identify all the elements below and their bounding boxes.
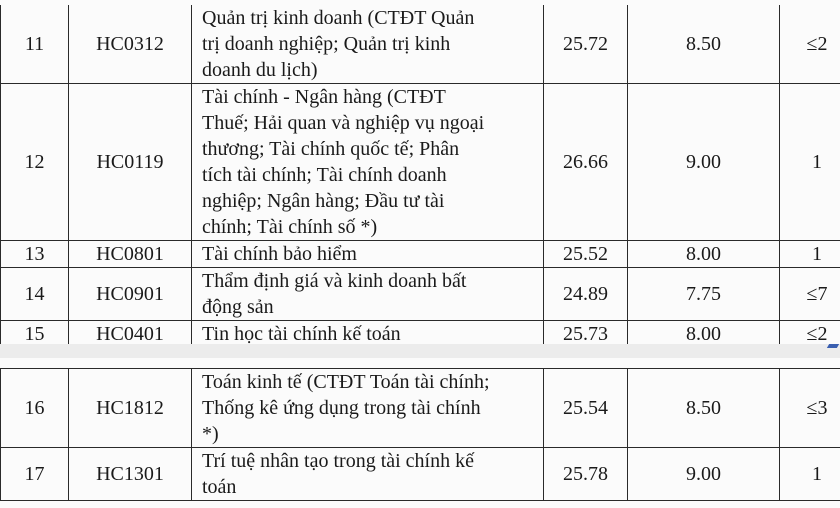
score-cell: 25.54 [544, 369, 628, 448]
score-cell: 25.78 [544, 448, 628, 501]
program-name-line: Tin học tài chính kế toán [202, 323, 401, 344]
order-cell: 1 [780, 241, 840, 268]
table-row [1, 369, 840, 448]
page-gap [0, 344, 840, 358]
admission-table-part-1 [0, 4, 840, 344]
threshold-cell: 8.50 [628, 369, 780, 448]
program-name-line: Toán kinh tế (CTĐT Toán tài chính; [202, 371, 490, 393]
program-name-line: *) [202, 423, 219, 445]
program-name-line: doanh du lịch) [202, 59, 318, 81]
program-name-line: Quản trị kinh doanh (CTĐT Quản [202, 7, 475, 29]
score-cell: 25.73 [544, 321, 628, 345]
table-row [1, 5, 840, 84]
program-name-line: nghiệp; Ngân hàng; Đầu tư tài [202, 190, 445, 212]
program-name-line: toán [202, 476, 237, 498]
threshold-cell: 9.00 [628, 84, 780, 241]
threshold-cell: 7.75 [628, 268, 780, 321]
score-cell: 25.72 [544, 5, 628, 84]
code-cell: HC0401 [69, 321, 192, 345]
name-cell [192, 84, 544, 241]
code-cell: HC0901 [69, 268, 192, 321]
order-cell: 1 [780, 448, 840, 501]
program-name-line: Tài chính bảo hiểm [202, 243, 357, 265]
code-cell: HC0312 [69, 5, 192, 84]
stt-cell: 16 [1, 369, 69, 448]
code-cell: HC1812 [69, 369, 192, 448]
stt-cell: 11 [1, 5, 69, 84]
threshold-cell: 9.00 [628, 448, 780, 501]
order-cell: ≤3 [780, 369, 840, 448]
name-cell [192, 241, 544, 268]
code-cell: HC0801 [69, 241, 192, 268]
document-page-2 [0, 358, 840, 508]
program-name-line: Thẩm định giá và kinh doanh bất [202, 270, 467, 292]
program-name-line: Trí tuệ nhân tạo trong tài chính kế [202, 450, 474, 472]
program-name-line: Thống kê ứng dụng trong tài chính [202, 397, 481, 419]
cropped-top-edge [0, 0, 840, 5]
order-cell: 1 [780, 84, 840, 241]
threshold-cell: 8.50 [628, 5, 780, 84]
table-row [1, 448, 840, 501]
threshold-cell: 8.00 [628, 321, 780, 345]
program-name-line: trị doanh nghiệp; Quản trị kinh [202, 33, 451, 55]
program-name-line: động sản [202, 296, 274, 318]
stt-cell: 15 [1, 321, 69, 345]
admission-table-part-2 [0, 368, 840, 501]
stt-cell: 17 [1, 448, 69, 501]
program-name-line: thương; Tài chính quốc tế; Phân [202, 138, 460, 160]
program-name-line: chính; Tài chính số *) [202, 216, 378, 238]
score-cell: 24.89 [544, 268, 628, 321]
table-row [1, 321, 840, 345]
name-cell [192, 448, 544, 501]
table-row [1, 84, 840, 241]
threshold-cell: 8.00 [628, 241, 780, 268]
stt-cell: 12 [1, 84, 69, 241]
stt-cell: 14 [1, 268, 69, 321]
program-name-line: Tài chính - Ngân hàng (CTĐT [202, 86, 446, 108]
score-cell: 25.52 [544, 241, 628, 268]
order-cell: ≤2 [780, 5, 840, 84]
stt-cell: 13 [1, 241, 69, 268]
table-row [1, 268, 840, 321]
order-cell: ≤2 [780, 321, 840, 345]
table-row [1, 241, 840, 268]
code-cell: HC1301 [69, 448, 192, 501]
name-cell [192, 321, 544, 345]
name-cell [192, 268, 544, 321]
code-cell: HC0119 [69, 84, 192, 241]
program-name-line: Thuế; Hải quan và nghiệp vụ ngoại [202, 112, 485, 134]
name-cell [192, 369, 544, 448]
name-cell [192, 5, 544, 84]
program-name-line: tích tài chính; Tài chính doanh [202, 164, 447, 186]
order-cell: ≤7 [780, 268, 840, 321]
score-cell: 26.66 [544, 84, 628, 241]
